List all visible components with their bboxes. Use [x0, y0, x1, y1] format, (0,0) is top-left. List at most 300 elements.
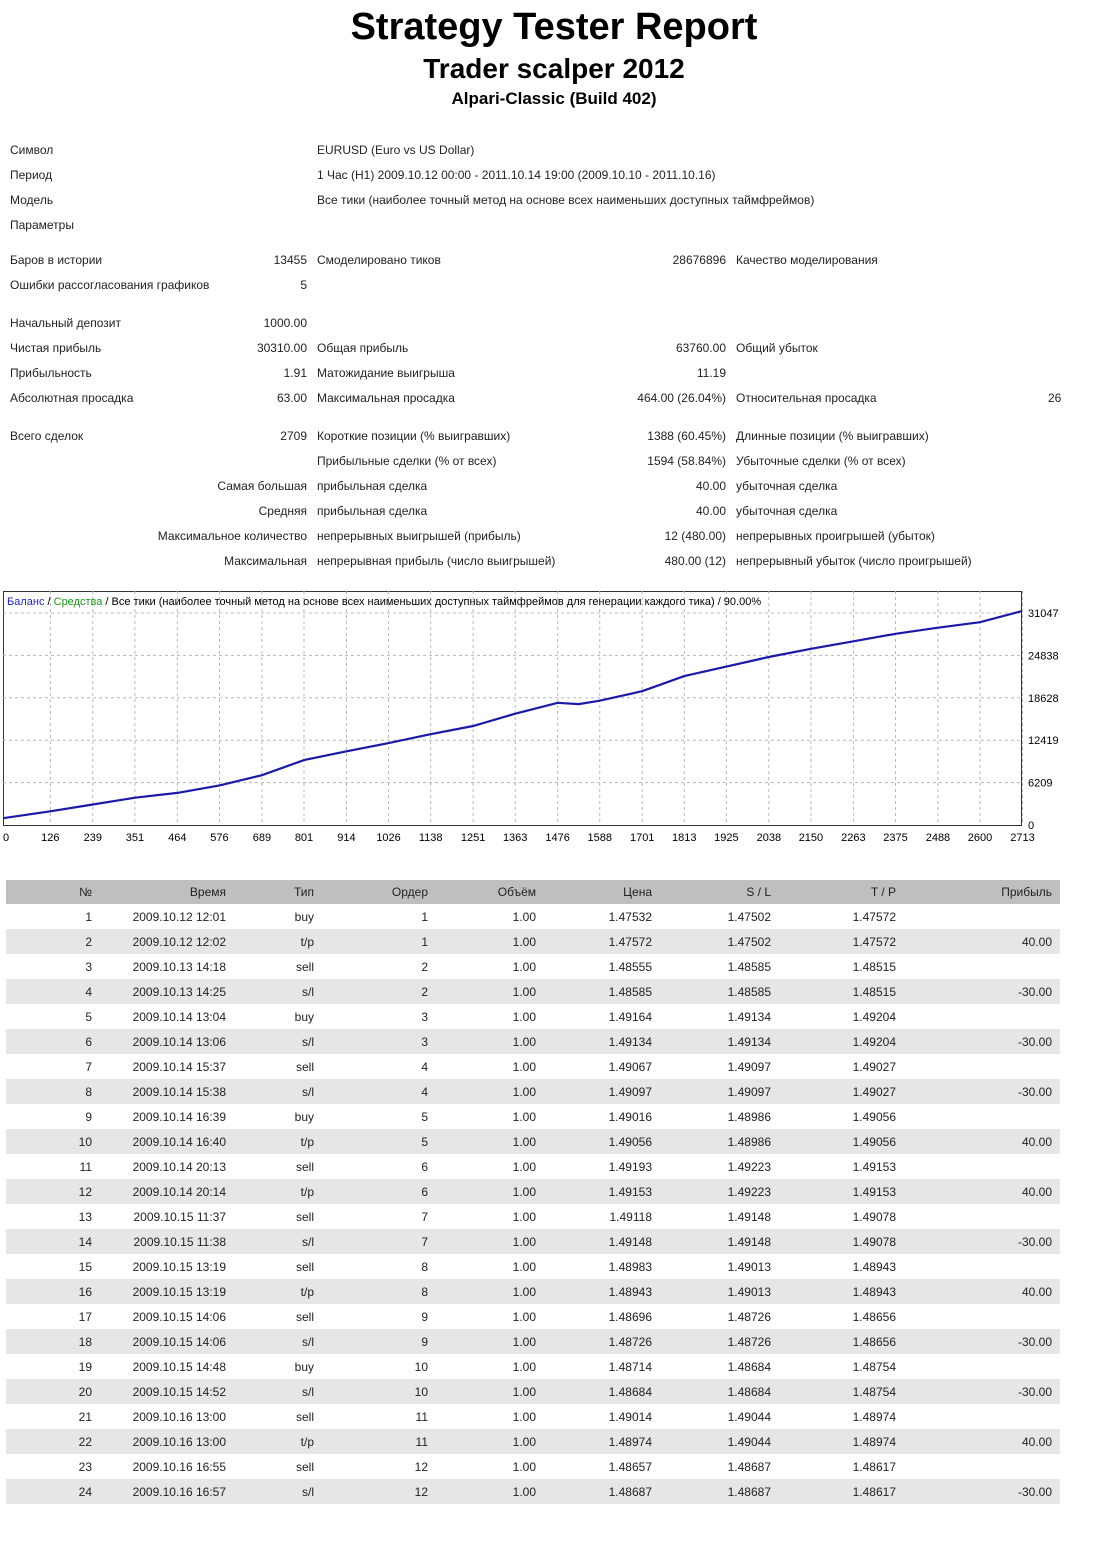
trade-type: s/l: [234, 1229, 322, 1254]
bars-label: Баров в истории: [10, 253, 103, 267]
trade-profit: -30.00: [904, 1479, 1060, 1504]
table-row: [6, 1079, 1060, 1104]
net-profit-label: Чистая прибыль: [10, 341, 102, 355]
trade-tp: 1.49204: [852, 1009, 896, 1024]
trade-price: 1.48943: [544, 1279, 660, 1304]
symbol-value: EURUSD (Euro vs US Dollar): [317, 143, 475, 157]
x-tick-label: 464: [168, 832, 187, 844]
long-positions-label: Длинные позиции (% выигравших): [736, 429, 929, 443]
gross-profit-value: 63760.00: [675, 341, 726, 355]
table-row: [6, 1354, 1060, 1379]
x-tick-label: 1363: [502, 832, 528, 844]
trade-sl: 1.49097: [727, 1059, 771, 1074]
mismatch-value: 5: [300, 278, 307, 292]
trade-type: buy: [294, 1109, 314, 1124]
trade-number: 9: [85, 1109, 92, 1124]
ticks-value: 28676896: [672, 253, 726, 267]
short-positions-label: Короткие позиции (% выигравших): [317, 429, 511, 443]
trade-price: 1.49193: [608, 1159, 652, 1174]
trade-price: 1.49148: [544, 1229, 660, 1254]
trade-order: 10: [322, 1379, 436, 1404]
table-row: [6, 1429, 1060, 1454]
table-row: [6, 1329, 1060, 1354]
trade-volume: 1.00: [436, 1429, 544, 1454]
trade-time: 2009.10.12 12:02: [100, 929, 234, 954]
table-row: [6, 1454, 1060, 1479]
x-tick-label: 689: [252, 832, 272, 844]
trade-order: 7: [421, 1209, 428, 1224]
trade-time: 2009.10.16 16:57: [100, 1479, 234, 1504]
trade-order: 5: [421, 1109, 428, 1124]
chart-frame: [4, 592, 1022, 826]
legend-balance: Баланс: [7, 596, 45, 608]
largest-label: Самая большая: [217, 479, 307, 493]
x-tick-label: 1925: [714, 832, 739, 844]
max-consecutive-losses-label: непрерывных проигрышей (убыток): [736, 529, 935, 543]
trade-profit: 40.00: [904, 929, 1060, 954]
trade-volume: 1.00: [512, 1209, 536, 1224]
trade-volume: 1.00: [512, 1059, 536, 1074]
trade-type: s/l: [234, 1329, 322, 1354]
trade-time: 2009.10.14 15:38: [100, 1079, 234, 1104]
y-tick-label: 18628: [1028, 692, 1059, 705]
trade-time: 2009.10.15 14:48: [132, 1359, 226, 1374]
average-label: Средняя: [258, 504, 307, 518]
x-tick-label: 801: [294, 832, 314, 844]
average-loss-label: убыточная сделка: [736, 504, 838, 518]
profit-trades-value: 1594 (58.84%): [647, 454, 726, 468]
trade-tp: 1.48943: [779, 1279, 904, 1304]
trade-type: s/l: [234, 979, 322, 1004]
trade-profit: 40.00: [904, 1279, 1060, 1304]
x-tick-label: 576: [210, 832, 229, 844]
payoff-value: 11.19: [696, 366, 726, 380]
trade-number: 15: [78, 1259, 92, 1274]
trade-type: t/p: [234, 1429, 322, 1454]
trade-type: t/p: [234, 1179, 322, 1204]
max-consecutive-wins-value: 12 (480.00): [664, 529, 726, 543]
trade-number: 18: [6, 1329, 100, 1354]
trade-volume: 1.00: [512, 1459, 536, 1474]
x-tick-label: 1588: [587, 832, 612, 844]
trade-sl: 1.49148: [660, 1229, 779, 1254]
trade-profit: [904, 1004, 1060, 1029]
col-price: Цена: [544, 880, 660, 904]
model-value: Все тики (наиболее точный метод на основе всех наименьших доступных таймфреймов): [317, 193, 815, 207]
trade-time: 2009.10.15 14:52: [100, 1379, 234, 1404]
largest-profit-value: 40.00: [695, 479, 726, 493]
trade-order: 4: [421, 1059, 428, 1074]
x-tick-label: 1251: [460, 832, 486, 844]
col-order: Ордер: [322, 880, 436, 904]
x-tick-label: 1138: [418, 832, 443, 844]
col-tp: T / P: [779, 880, 904, 904]
bars-value: 13455: [273, 253, 307, 267]
trade-profit: [904, 1354, 1060, 1379]
table-row: [6, 1154, 1060, 1179]
trade-number: 17: [78, 1309, 92, 1324]
trade-volume: 1.00: [436, 1079, 544, 1104]
trade-time: 2009.10.14 20:13: [132, 1159, 226, 1174]
trade-sl: 1.49044: [727, 1409, 771, 1424]
trade-sl: 1.48684: [727, 1359, 771, 1374]
trade-profit: [904, 1204, 1060, 1229]
trade-price: 1.48726: [544, 1329, 660, 1354]
server-build: Alpari-Classic (Build 402): [451, 89, 657, 108]
trade-number: 4: [6, 979, 100, 1004]
x-tick-label: 2713: [1010, 832, 1035, 844]
trade-time: 2009.10.15 11:37: [133, 1209, 226, 1224]
largest-profit-label: прибыльная сделка: [317, 479, 428, 493]
trade-profit: [904, 1254, 1060, 1279]
table-row: [6, 1004, 1060, 1029]
trade-profit: [904, 1154, 1060, 1179]
trade-number: 11: [79, 1159, 92, 1174]
total-trades-value: 2709: [280, 429, 307, 443]
trade-profit: -30.00: [904, 1379, 1060, 1404]
trade-type: t/p: [234, 929, 322, 954]
trade-volume: 1.00: [512, 1009, 536, 1024]
trade-tp: 1.49153: [852, 1159, 896, 1174]
col-volume: Объём: [436, 880, 544, 904]
max-drawdown-value: 464.00 (26.04%): [637, 391, 726, 405]
trade-volume: 1.00: [512, 1359, 536, 1374]
trade-price: 1.49016: [608, 1109, 652, 1124]
trade-type: sell: [295, 1209, 314, 1224]
trade-tp: 1.48754: [779, 1379, 904, 1404]
trade-order: 11: [322, 1429, 436, 1454]
trade-tp: 1.49027: [852, 1059, 896, 1074]
trade-time: 2009.10.12 12:01: [132, 909, 226, 924]
trade-order: 8: [322, 1279, 436, 1304]
trade-price: 1.49164: [608, 1009, 652, 1024]
trade-number: 13: [78, 1209, 92, 1224]
trade-profit: [904, 1404, 1060, 1429]
trade-number: 21: [78, 1409, 92, 1424]
trade-time: 2009.10.14 16:39: [132, 1109, 226, 1124]
trade-type: sell: [295, 959, 314, 974]
legend-separator: /: [44, 596, 54, 608]
trade-sl: 1.48726: [727, 1309, 771, 1324]
trade-time: 2009.10.15 11:38: [100, 1229, 234, 1254]
trade-profit: -30.00: [904, 1029, 1060, 1054]
table-row: [6, 979, 1060, 1004]
balance-chart: [3, 591, 1068, 853]
trade-price: 1.48696: [608, 1309, 652, 1324]
trade-tp: 1.48617: [852, 1459, 896, 1474]
col-time: Время: [100, 880, 234, 904]
trade-sl: 1.47502: [660, 929, 779, 954]
trade-sl: 1.48585: [727, 959, 771, 974]
trade-order: 2: [322, 979, 436, 1004]
max-consecutive-profit-label: Максимальная: [224, 554, 307, 568]
ticks-label: Смоделировано тиков: [317, 253, 441, 267]
x-tick-label: 914: [337, 832, 356, 844]
trade-volume: 1.00: [512, 959, 536, 974]
trade-tp: 1.48754: [852, 1359, 896, 1374]
trade-tp: 1.47572: [779, 929, 904, 954]
trade-profit: [904, 1054, 1060, 1079]
period-label: Период: [10, 168, 53, 182]
gross-profit-label: Общая прибыль: [317, 341, 409, 355]
trade-sl: 1.49223: [727, 1159, 771, 1174]
trade-order: 12: [322, 1479, 436, 1504]
trade-tp: 1.49056: [779, 1129, 904, 1154]
trade-time: 2009.10.15 13:19: [132, 1259, 226, 1274]
trade-profit: 40.00: [904, 1129, 1060, 1154]
average-profit-value: 40.00: [695, 504, 726, 518]
trade-profit: 40.00: [904, 1429, 1060, 1454]
trade-price: 1.48974: [544, 1429, 660, 1454]
trade-price: 1.48555: [608, 959, 652, 974]
trade-tp: 1.49204: [779, 1029, 904, 1054]
trade-sl: 1.49097: [660, 1079, 779, 1104]
table-row: [6, 954, 1060, 979]
trade-sl: 1.48986: [727, 1109, 771, 1124]
max-consecutive-profit-desc: непрерывная прибыль (число выигрышей): [317, 554, 556, 568]
max-consecutive-loss-desc: непрерывный убыток (число проигрышей): [736, 554, 972, 568]
trade-volume: 1.00: [436, 1129, 544, 1154]
loss-trades-label: Убыточные сделки (% от всех): [736, 454, 906, 468]
col-sl: S / L: [660, 880, 779, 904]
trade-profit: -30.00: [904, 1229, 1060, 1254]
payoff-label: Матожидание выигрыша: [317, 366, 455, 380]
trade-time: 2009.10.14 20:14: [100, 1179, 234, 1204]
trade-sl: 1.49044: [660, 1429, 779, 1454]
net-profit-value: 30310.00: [256, 341, 307, 355]
trade-profit: [904, 1104, 1060, 1129]
trade-price: 1.48684: [544, 1379, 660, 1404]
trade-price: 1.49067: [608, 1059, 652, 1074]
trade-price: 1.49134: [544, 1029, 660, 1054]
table-row: [6, 1129, 1060, 1154]
x-tick-label: 2150: [798, 832, 824, 844]
trade-price: 1.49097: [544, 1079, 660, 1104]
trade-sl: 1.48687: [660, 1479, 779, 1504]
profit-factor-label: Прибыльность: [10, 366, 92, 380]
short-positions-value: 1388 (60.45%): [647, 429, 726, 443]
x-tick-label: 1701: [629, 832, 655, 844]
trade-tp: 1.49078: [779, 1229, 904, 1254]
rel-drawdown-label: Относительная просадка: [736, 391, 877, 405]
legend-equity: Средства: [53, 596, 103, 608]
trade-price: 1.49153: [544, 1179, 660, 1204]
trade-tp: 1.49056: [852, 1109, 896, 1124]
trade-sl: 1.49134: [660, 1029, 779, 1054]
trade-time: 2009.10.13 14:25: [100, 979, 234, 1004]
largest-loss-label: убыточная сделка: [736, 479, 838, 493]
deposit-value: 1000.00: [263, 316, 307, 330]
y-tick-label: 12419: [1028, 735, 1059, 748]
trade-sl: 1.48684: [660, 1379, 779, 1404]
trade-volume: 1.00: [436, 1279, 544, 1304]
trade-number: 2: [6, 929, 100, 954]
trade-number: 23: [78, 1459, 92, 1474]
trade-time: 2009.10.14 15:37: [132, 1059, 226, 1074]
trade-volume: 1.00: [512, 1159, 536, 1174]
trade-tp: 1.48943: [852, 1259, 896, 1274]
trade-time: 2009.10.14 16:40: [100, 1129, 234, 1154]
period-value: 1 Час (H1) 2009.10.12 00:00 - 2011.10.14 19:00 (2009.10.10 - 2011.10.16): [317, 168, 716, 182]
trade-type: sell: [295, 1309, 314, 1324]
legend-description: / Все тики (наиболее точный метод на основе всех наименьших доступных таймфреймов для генерации каждого тика) / 90.00%: [102, 596, 762, 608]
y-tick-label: 0: [1028, 820, 1035, 832]
trade-volume: 1.00: [436, 1329, 544, 1354]
symbol-label: Символ: [10, 143, 54, 157]
trade-order: 5: [322, 1129, 436, 1154]
trade-volume: 1.00: [436, 979, 544, 1004]
table-row: [6, 1054, 1060, 1079]
trade-number: 8: [6, 1079, 100, 1104]
table-row: [6, 1279, 1060, 1304]
model-label: Модель: [10, 193, 54, 207]
trade-type: t/p: [234, 1129, 322, 1154]
max-consecutive-profit-value: 480.00 (12): [664, 554, 726, 568]
trade-number: 3: [85, 959, 92, 974]
trade-tp: 1.48974: [779, 1429, 904, 1454]
y-tick-label: 31047: [1028, 608, 1059, 620]
trade-price: 1.48687: [544, 1479, 660, 1504]
trades-table: [6, 880, 1060, 1504]
trade-volume: 1.00: [436, 1479, 544, 1504]
trade-order: 1: [421, 909, 428, 924]
x-tick-label: 2375: [883, 832, 908, 844]
trade-order: 12: [414, 1459, 428, 1474]
trade-number: 20: [6, 1379, 100, 1404]
trade-tp: 1.49153: [779, 1179, 904, 1204]
trade-price: 1.49014: [608, 1409, 652, 1424]
trade-type: s/l: [234, 1479, 322, 1504]
trade-time: 2009.10.14 13:06: [100, 1029, 234, 1054]
x-tick-label: 2038: [756, 832, 782, 844]
x-tick-label: 2263: [841, 832, 866, 844]
trade-number: 16: [6, 1279, 100, 1304]
trade-price: 1.49118: [609, 1209, 652, 1224]
trade-order: 4: [322, 1079, 436, 1104]
trade-type: sell: [295, 1159, 314, 1174]
chart-legend: [7, 596, 761, 608]
trade-time: 2009.10.16 13:00: [132, 1409, 226, 1424]
trade-type: sell: [295, 1459, 314, 1474]
table-row: [6, 1029, 1060, 1054]
trade-sl: 1.47502: [727, 909, 771, 924]
trade-price: 1.49056: [544, 1129, 660, 1154]
trade-order: 6: [322, 1179, 436, 1204]
trade-profit: 40.00: [904, 1179, 1060, 1204]
trade-type: s/l: [234, 1029, 322, 1054]
trade-tp: 1.48515: [852, 959, 896, 974]
trade-number: 19: [78, 1359, 92, 1374]
trade-volume: 1.00: [436, 1179, 544, 1204]
trade-profit: -30.00: [904, 979, 1060, 1004]
x-tick-label: 2600: [967, 832, 993, 844]
rel-drawdown-value: 26: [1048, 391, 1062, 405]
x-tick-label: 126: [41, 832, 60, 844]
trade-volume: 1.00: [436, 1229, 544, 1254]
profit-factor-value: 1.91: [283, 366, 307, 380]
trade-number: 14: [6, 1229, 100, 1254]
trade-order: 2: [421, 959, 428, 974]
trade-tp: 1.48515: [779, 979, 904, 1004]
trade-number: 7: [85, 1059, 92, 1074]
trade-type: buy: [294, 909, 314, 924]
expert-name: Trader scalper 2012: [423, 53, 685, 84]
col-type: Тип: [234, 880, 322, 904]
table-row: [6, 1304, 1060, 1329]
report-title: Strategy Tester Report: [350, 6, 758, 48]
trade-type: buy: [294, 1009, 314, 1024]
trade-volume: 1.00: [512, 1309, 536, 1324]
trade-sl: 1.49013: [727, 1259, 771, 1274]
table-row: [6, 1204, 1060, 1229]
trade-profit: [904, 1304, 1060, 1329]
x-tick-label: 1476: [545, 832, 570, 844]
trade-price: 1.48657: [608, 1459, 652, 1474]
table-row: [6, 1404, 1060, 1429]
trade-order: 11: [415, 1409, 428, 1424]
table-row: [6, 929, 1060, 954]
trade-type: sell: [295, 1409, 314, 1424]
trade-volume: 1.00: [512, 1109, 536, 1124]
trade-volume: 1.00: [512, 1259, 536, 1274]
trade-profit: -30.00: [904, 1329, 1060, 1354]
trade-price: 1.48714: [608, 1359, 652, 1374]
trade-volume: 1.00: [512, 1409, 536, 1424]
balance-chart-svg: [3, 591, 1068, 853]
trade-sl: 1.49148: [727, 1209, 771, 1224]
trade-profit: [904, 904, 1060, 929]
trade-profit: [904, 1454, 1060, 1479]
max-consecutive-wins-label: непрерывных выигрышей (прибыль): [317, 529, 521, 543]
parameters-label: Параметры: [10, 218, 74, 232]
trade-sl: 1.49013: [660, 1279, 779, 1304]
trade-tp: 1.48656: [779, 1329, 904, 1354]
trade-number: 12: [6, 1179, 100, 1204]
trade-tp: 1.48617: [779, 1479, 904, 1504]
trade-volume: 1.00: [436, 1379, 544, 1404]
trade-sl: 1.49223: [660, 1179, 779, 1204]
trade-order: 1: [322, 929, 436, 954]
trades-body: [6, 904, 1060, 1504]
trade-type: s/l: [234, 1379, 322, 1404]
x-tick-label: 0: [3, 832, 10, 844]
trade-price: 1.48983: [608, 1259, 652, 1274]
trade-sl: 1.49134: [727, 1009, 771, 1024]
col-profit: Прибыль: [904, 880, 1060, 904]
quality-label: Качество моделирования: [736, 253, 878, 267]
trade-tp: 1.47572: [852, 909, 896, 924]
x-tick-label: 351: [125, 832, 145, 844]
x-tick-label: 1026: [376, 832, 401, 844]
trade-order: 10: [414, 1359, 428, 1374]
trade-number: 22: [6, 1429, 100, 1454]
abs-drawdown-label: Абсолютная просадка: [10, 391, 134, 405]
mismatch-label: Ошибки рассогласования графиков: [10, 278, 210, 292]
trade-time: 2009.10.15 14:06: [132, 1309, 226, 1324]
table-row: [6, 1379, 1060, 1404]
trade-time: 2009.10.15 13:19: [100, 1279, 234, 1304]
trade-type: t/p: [234, 1279, 322, 1304]
abs-drawdown-value: 63.00: [276, 391, 307, 405]
trade-number: 6: [6, 1029, 100, 1054]
trade-time: 2009.10.16 13:00: [100, 1429, 234, 1454]
x-tick-label: 239: [83, 832, 102, 844]
trade-type: sell: [295, 1259, 314, 1274]
trade-profit: -30.00: [904, 1079, 1060, 1104]
trade-time: 2009.10.16 16:55: [132, 1459, 226, 1474]
table-row: [6, 1179, 1060, 1204]
trade-type: sell: [295, 1059, 314, 1074]
